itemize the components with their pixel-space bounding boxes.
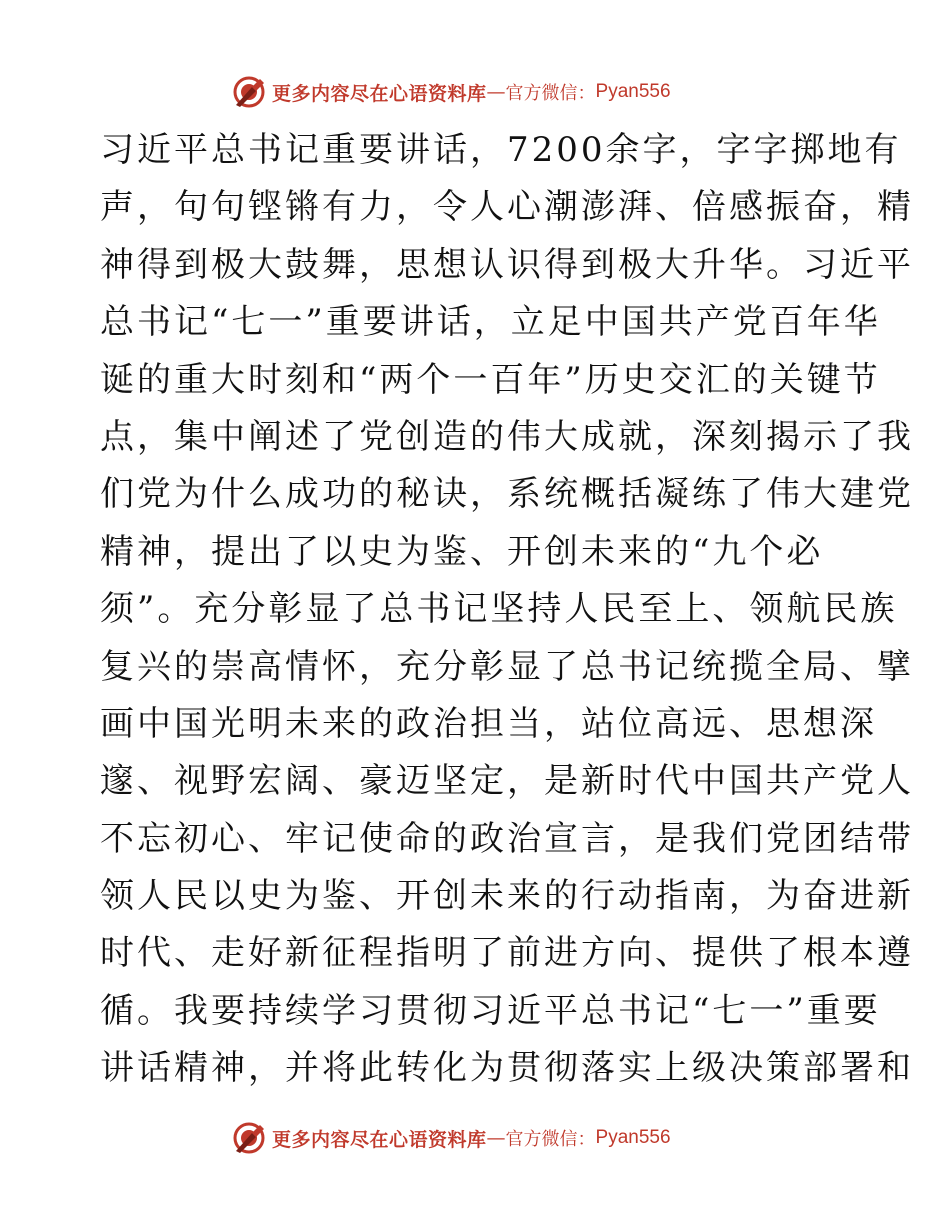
text-line: 声，句句铿锵有力，令人心潮澎湃、倍感振奋，精: [100, 187, 914, 228]
body-paragraph: [100, 122, 914, 1098]
footer-watermark: [232, 1118, 671, 1158]
text-line: 总书记“七一”重要讲话，立足中国共产党百年华: [100, 302, 881, 343]
text-line: 点，集中阐述了党创造的伟大成就，深刻揭示了我: [100, 416, 914, 457]
text-line: 们党为什么成功的秘诀，系统概括凝练了伟大建党: [100, 474, 914, 515]
watermark-wechat-id: Pyan556: [595, 1127, 671, 1148]
pen-circle-logo-icon: [232, 75, 266, 109]
text-line: 领人民以史为鉴、开创未来的行动指南，为奋进新: [100, 876, 914, 917]
text-line: 精神，提出了以史为鉴、开创未来的“九个必: [100, 531, 824, 572]
text-line: 习近平总书记重要讲话，7200余字，字字掷地有: [100, 130, 902, 170]
watermark-dash: —: [486, 81, 506, 103]
text-line: 复兴的崇高情怀，充分彰显了总书记统揽全局、擘: [100, 646, 914, 687]
watermark-wechat-label: 官方微信：: [505, 83, 596, 104]
text-line: 画中国光明未来的政治担当，站位高远、思想深: [100, 703, 877, 744]
pen-circle-logo-icon: [232, 1121, 266, 1155]
text-line: 邃、视野宏阔、豪迈坚定，是新时代中国共产党人: [100, 761, 914, 802]
watermark-dash: —: [486, 1127, 506, 1149]
watermark-wechat-id: Pyan556: [595, 81, 671, 102]
text-line: 循。我要持续学习贯彻习近平总书记“七一”重要: [100, 990, 881, 1031]
text-line: 诞的重大时刻和“两个一百年”历史交汇的关键节: [100, 359, 881, 400]
text-line: 时代、走好新征程指明了前进方向、提供了根本遵: [100, 933, 914, 974]
watermark-text: 更多内容尽在心语资料库: [272, 1128, 487, 1151]
text-line: 讲话精神，并将此转化为贯彻落实上级决策部署和: [100, 1048, 914, 1089]
watermark-text: 更多内容尽在心语资料库: [272, 82, 487, 105]
text-line: 不忘初心、牢记使命的政治宣言，是我们党团结带: [100, 818, 914, 859]
header-watermark: [232, 72, 671, 112]
text-line: 神得到极大鼓舞，思想认识得到极大升华。习近平: [100, 244, 914, 285]
watermark-wechat-label: 官方微信：: [505, 1129, 596, 1150]
text-line: 须”。充分彰显了总书记坚持人民至上、领航民族: [100, 589, 898, 630]
